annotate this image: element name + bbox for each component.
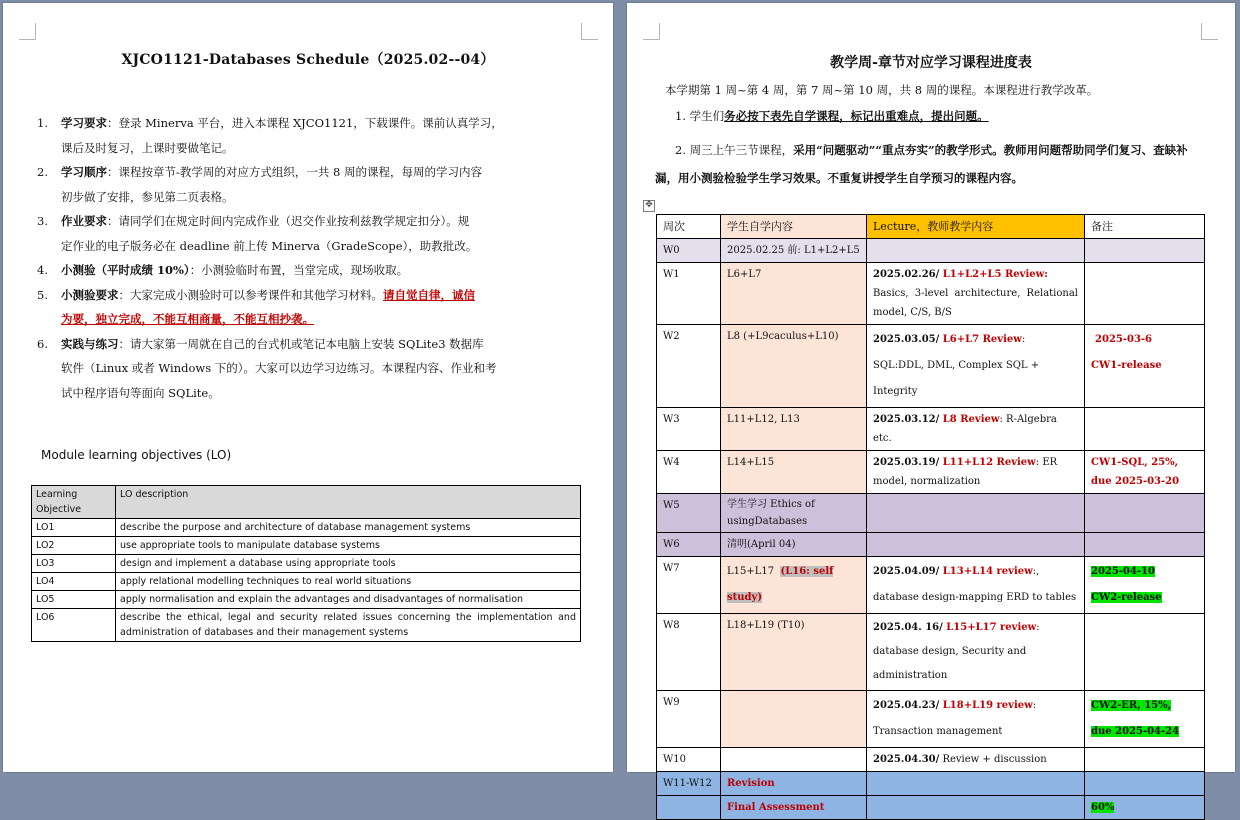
item-label: 小测验（平时成绩 10%） [61,263,190,277]
note-text: 2025-04-10 [1091,566,1155,577]
lecture-date: 2025.03.05/ [873,334,940,345]
instruction-paragraph [675,108,989,124]
self-study-cell [721,748,867,772]
lecture-desc: : ER model, normalization [873,457,1058,487]
note-cell [1085,263,1205,325]
item-text: 试中程序语句等面向 SQLite。 [61,385,220,400]
lo-id: LO4 [32,573,116,591]
lo-id: LO1 [32,519,116,537]
lecture-review: L6+L7 Review [939,334,1022,345]
lecture-desc: : database design, Security and administration [873,622,1040,681]
table-row [32,609,581,642]
list-number: 5. [37,287,48,302]
lo-description: design and implement a database using appropriate tools [116,555,581,573]
self-study-text: Final Assessment [727,802,825,813]
item-text: ：课程按章节-教学周的对应方式组织，一共 8 周的课程，每周的学习内容 [107,165,483,179]
self-study-cell: L18+L19 (T10) [721,614,867,691]
move-handle-icon[interactable]: ✥ [643,200,655,212]
self-study-text: L15+L17 [727,566,775,577]
note-text: 60% [1091,802,1115,813]
table-row [657,239,1205,263]
margin-corner-mark [1201,23,1218,40]
instruction-prefix: 1. 学生们 [675,109,725,123]
week-cell: W6 [657,533,721,557]
item-text: 课后及时复习，上课时要做笔记。 [61,140,234,155]
lecture-cell [867,494,1085,533]
document-page-right [627,3,1235,813]
list-number: 3. [37,214,48,228]
item-text: 初步做了安排，参见第二页表格。 [61,189,234,204]
lo-id: LO5 [32,591,116,609]
warning-text: 请自觉自律，诚信 [383,287,475,302]
note-text: due 2025-03-20 [1091,476,1180,487]
lecture-cell [867,748,1085,772]
lo-description: describe the purpose and architecture of database management systems [116,519,581,537]
item-text: ：登录 Minerva 平台，进入本课程 XJCO1121，下载课件。课前认真学习， [107,116,503,130]
list-number: 4. [37,263,48,277]
lecture-review: L1+L2+L5 Review: [939,269,1048,280]
lecture-cell [867,239,1085,263]
item-text: 定作业的电子版务必在 deadline 前上传 Minerva（GradeScope），助教批改。 [61,238,478,253]
table-row [657,451,1205,494]
self-study-cell: 2025.02.25 前: L1+L2+L5 [721,239,867,263]
week-cell: W9 [657,691,721,748]
note-text: due 2025-04-24 [1091,726,1180,737]
schedule-table [656,214,1205,820]
week-cell: W3 [657,408,721,451]
table-row [32,591,581,609]
lo-description: use appropriate tools to manipulate database systems [116,537,581,555]
note-cell [1085,614,1205,691]
self-study-cell [721,557,867,614]
lecture-review: L15+L17 review [942,622,1037,633]
lecture-review: L13+L14 review [939,566,1033,577]
lo-description: apply relational modelling techniques to real world situations [116,573,581,591]
lo-table [31,485,581,642]
table-row [657,557,1205,614]
lecture-date: 2025.02.26/ [873,269,940,280]
lecture-date: 2025.04.09/ [873,566,940,577]
lecture-desc: : R-Algebra etc. [873,414,1057,444]
table-row [657,691,1205,748]
self-study-cell: L8 (+L9caculus+L10) [721,325,867,408]
list-item [33,283,583,332]
item-label: 学习要求 [61,116,107,130]
self-study-cell [721,796,867,820]
item-label: 实践与练习 [61,336,119,351]
margin-corner-mark [643,23,660,40]
table-row [32,555,581,573]
week-cell: W11-W12 [657,772,721,796]
week-cell: W8 [657,614,721,691]
lecture-cell [867,263,1085,325]
lo-section-title: Module learning objectives (LO) [41,448,232,462]
table-row [657,494,1205,533]
self-study-highlight: (L16: self study) [727,566,834,603]
self-study-cell: L14+L15 [721,451,867,494]
list-item [33,111,583,160]
note-cell [1085,533,1205,557]
item-text: ：请大家第一周就在自己的台式机或笔记本电脑上安装 SQLite3 数据库 [118,336,484,351]
lecture-cell [867,533,1085,557]
note-cell [1085,451,1205,494]
column-header: Lecture，教师教学内容 [867,215,1085,239]
table-row [32,537,581,555]
list-item [33,332,583,406]
lecture-review: L8 Review [939,414,1000,425]
column-header: LO description [116,486,581,519]
note-cell [1085,239,1205,263]
item-label: 作业要求 [61,214,107,228]
requirements-list [33,111,583,405]
note-text: CW1-SQL, 25%, [1091,457,1179,468]
self-study-cell: L11+L12, L13 [721,408,867,451]
lo-description: describe the ethical, legal and security related issues concerning the implementation and administration of databases and their management systems [116,609,581,642]
lecture-date: 2025.04. 16/ [873,622,943,633]
item-text: 软件（Linux 或者 Windows 下的）。大家可以边学习边练习。本课程内容、作业和考 [61,361,497,375]
note-text: 2025-03-6 [1095,334,1153,345]
week-cell: W7 [657,557,721,614]
instruction-paragraph [655,136,1203,192]
week-cell: W10 [657,748,721,772]
lecture-date: 2025.03.19/ [873,457,940,468]
self-study-cell [721,772,867,796]
week-cell [657,796,721,820]
lecture-cell [867,614,1085,691]
note-cell [1085,408,1205,451]
lecture-desc: Review + discussion [939,754,1047,765]
week-cell: W1 [657,263,721,325]
self-study-cell: L6+L7 [721,263,867,325]
table-row [657,533,1205,557]
note-cell [1085,796,1205,820]
list-number: 2. [37,165,48,179]
lecture-desc: : SQL:DDL, DML, Complex SQL + Integrity [873,334,1040,397]
lo-description: apply normalisation and explain the advantages and disadvantages of normalisation [116,591,581,609]
instruction-prefix: 2. 周三上午三节课程， [675,143,794,157]
document-page-left [3,3,613,772]
list-number: 6. [37,336,48,351]
table-row [657,408,1205,451]
list-item [33,160,583,209]
lecture-date: 2025.04.23/ [873,700,940,711]
note-cell [1085,691,1205,748]
lecture-cell [867,408,1085,451]
lecture-cell [867,325,1085,408]
lecture-cell [867,451,1085,494]
note-cell [1085,557,1205,614]
table-header-row [657,215,1205,239]
column-header: 学生自学内容 [721,215,867,239]
table-row [657,748,1205,772]
note-cell [1085,325,1205,408]
lo-id: LO6 [32,609,116,642]
table-row [657,772,1205,796]
lo-id: LO3 [32,555,116,573]
table-row [657,263,1205,325]
note-cell [1085,748,1205,772]
lecture-date: 2025.03.12/ [873,414,940,425]
lecture-review: L18+L19 review [939,700,1033,711]
note-text: CW2-ER, 15%, [1091,700,1172,711]
item-label: 学习顺序 [61,165,107,179]
page-title: 教学周-章节对应学习课程进度表 [830,55,1032,71]
list-item [33,209,583,258]
intro-paragraph: 本学期第 1 周~第 4 周，第 7 周~第 10 周，共 8 周的课程。本课程进行教学改革。 [665,83,1099,97]
lecture-cell [867,796,1085,820]
column-header: 备注 [1085,215,1205,239]
note-cell [1085,494,1205,533]
lecture-review: L11+L12 Review [939,457,1036,468]
table-header-row [32,486,581,519]
table-row [32,573,581,591]
self-study-cell [721,691,867,748]
margin-corner-mark [19,23,36,40]
lo-id: LO2 [32,537,116,555]
item-label: 小测验要求 [61,287,119,302]
item-text: ：大家完成小测验时可以参考课件和其他学习材料。 [118,287,383,302]
lecture-desc: :, database design-mapping ERD to tables [873,566,1077,603]
week-cell: W4 [657,451,721,494]
column-header: 周次 [657,215,721,239]
self-study-cell: 清明(April 04) [721,533,867,557]
item-text: ：请同学们在规定时间内完成作业（迟交作业按利兹教学规定扣分）。规 [107,214,470,228]
warning-text: 为要，独立完成，不能互相商量，不能互相抄袭。 [61,312,314,326]
lecture-cell [867,772,1085,796]
table-row [32,519,581,537]
lecture-desc: : Transaction management [873,700,1037,737]
margin-corner-mark [581,23,598,40]
table-row [657,614,1205,691]
instruction-emphasis: 采用“问题驱动”“重点夯实”的教学形式。教师用问题帮助同学们复习、查缺补漏，用小测验检验学生学习效果。不重复讲授学生自学预习的课程内容。 [655,143,1188,185]
lecture-date: 2025.04.30/ [873,754,940,765]
lecture-cell [867,691,1085,748]
note-text: CW2-release [1091,592,1162,603]
note-cell [1085,772,1205,796]
self-study-cell: 学生学习 Ethics of usingDatabases [721,494,867,533]
lecture-desc: Basics, 3-level architecture, Relational model, C/S, B/S [873,288,1078,318]
list-item [33,258,583,283]
column-header: Learning Objective [32,486,116,519]
list-number: 1. [37,116,48,130]
instruction-emphasis: 务必按下表先自学课程，标记出重难点，提出问题。 [724,109,989,123]
week-cell: W2 [657,325,721,408]
week-cell: W5 [657,494,721,533]
table-row [657,325,1205,408]
item-text: ：小测验临时布置，当堂完成，现场收取。 [189,263,409,277]
note-text: CW1-release [1091,360,1162,371]
page-title: XJCO1121-Databases Schedule（2025.02--04） [121,52,495,68]
week-cell: W0 [657,239,721,263]
table-row [657,796,1205,820]
self-study-text: Revision [727,778,775,789]
lecture-cell [867,557,1085,614]
